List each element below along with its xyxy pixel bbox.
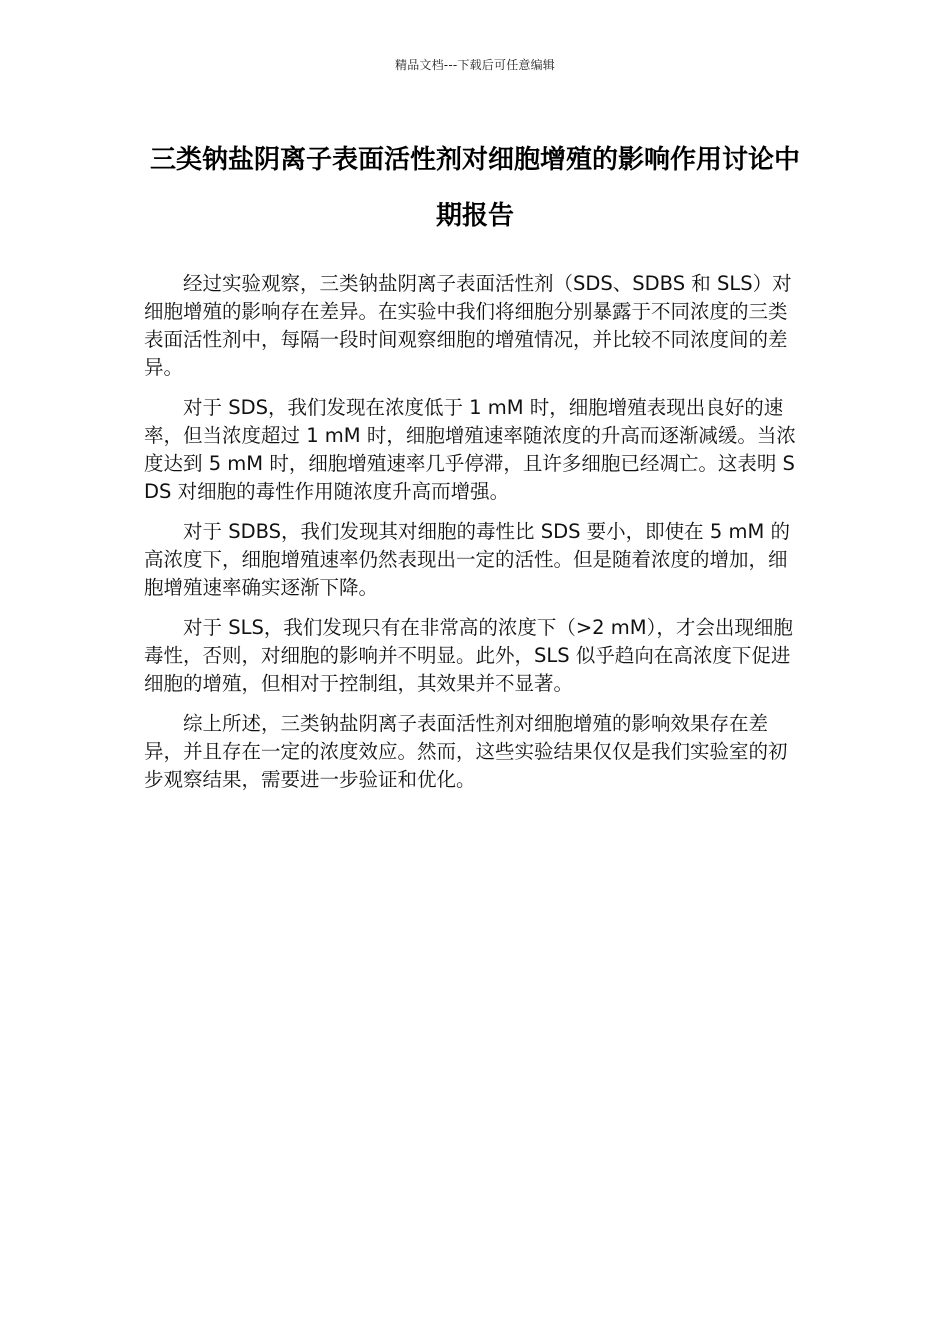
document-body	[144, 270, 806, 806]
paragraph-sls: 对于 SLS，我们发现只有在非常高的浓度下（>2 mM），才会出现细胞毒性，否则，对细胞的影响并不明显。此外，SLS 似乎趋向在高浓度下促进细胞的增殖，但相对于控制组，其效果并不显著。	[144, 616, 793, 695]
paragraph-summary: 综上所述，三类钠盐阴离子表面活性剂对细胞增殖的影响效果存在差异，并且存在一定的浓度效应。然而，这些实验结果仅仅是我们实验室的初步观察结果，需要进一步验证和优化。	[144, 712, 788, 791]
document-title: 三类钠盐阴离子表面活性剂对细胞增殖的影响作用讨论中期报告	[149, 145, 800, 231]
paragraph-sds: 对于 SDS，我们发现在浓度低于 1 mM 时，细胞增殖表现出良好的速率，但当浓度超过 1 mM 时，细胞增殖速率随浓度的升高而逐渐减缓。当浓度达到 5 mM 时，细胞增殖速率几乎停滞，且许多细胞已经凋亡。这表明 SDS 对细胞的毒性作用随浓度升高而增强。	[144, 396, 796, 503]
paragraph-sdbs: 对于 SDBS，我们发现其对细胞的毒性比 SDS 要小，即使在 5 mM 的高浓度下，细胞增殖速率仍然表现出一定的活性。但是随着浓度的增加，细胞增殖速率确实逐渐下降。	[144, 520, 790, 599]
header-note: 精品文档---下载后可任意编辑	[395, 58, 555, 72]
paragraph-intro: 经过实验观察，三类钠盐阴离子表面活性剂（SDS、SDBS 和 SLS）对细胞增殖的影响存在差异。在实验中我们将细胞分别暴露于不同浓度的三类表面活性剂中，每隔一段时间观察细胞的增殖情况，并比较不同浓度间的差异。	[144, 272, 792, 379]
